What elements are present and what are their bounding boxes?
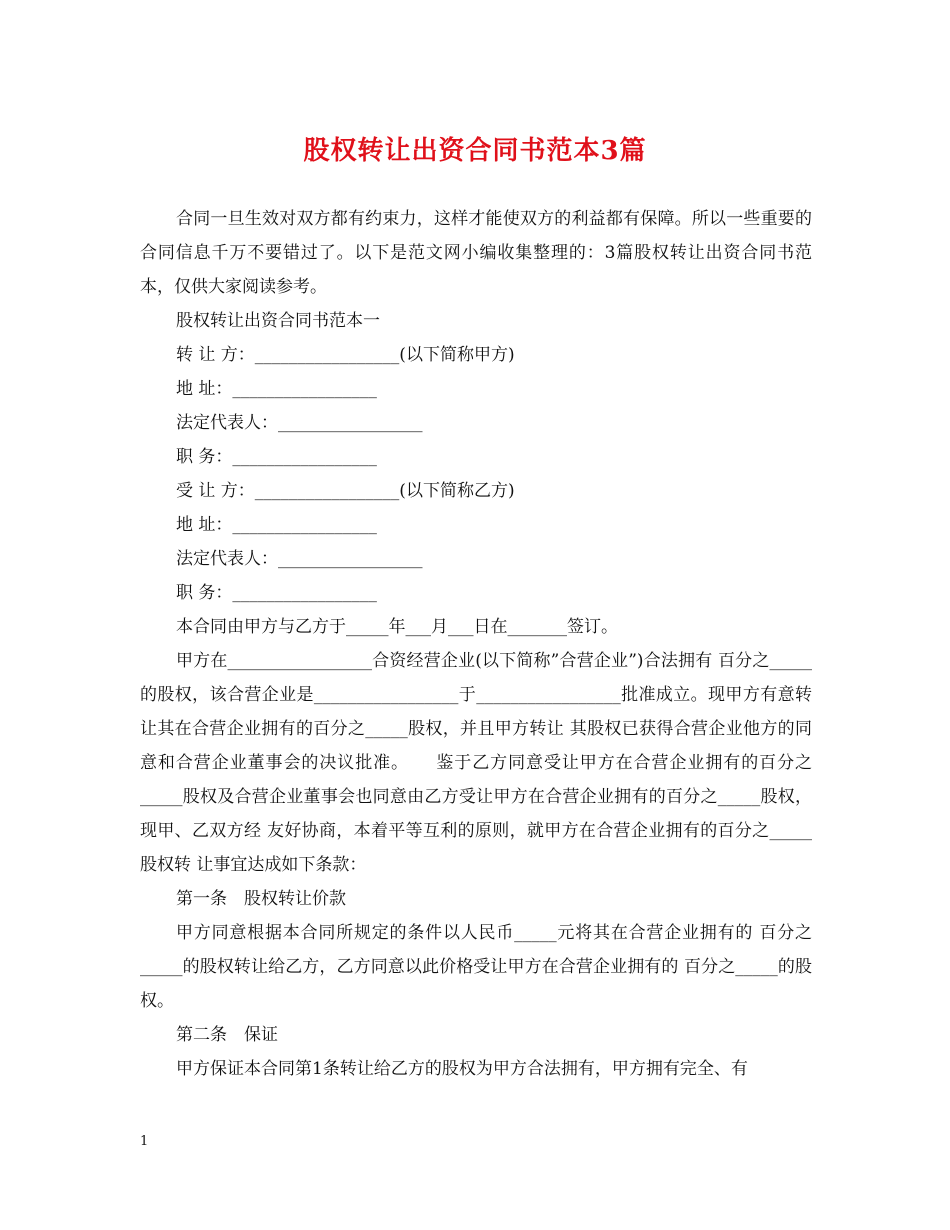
transferor-line: 转 让 方：_________________(以下简称甲方): [176, 345, 515, 365]
intro-paragraph: 合同一旦生效对双方都有约束力，这样才能使双方的利益都有保障。所以一些重要的合同信息千万不要错过了。以下是范文网小编收集整理的：3篇股权转让出资合同书范本，仅供大家阅读参考。: [140, 209, 812, 297]
recital-paragraph: 甲方在_________________合资经营企业(以下简称”合营企业”)合法拥有 百分之_____的股权，该合营企业是_________________于_________________批准成立。现甲方有意转让其在合营企业拥有的百分之_____股权，并且甲方转让 其股权已获得合营企业他方的同意和合营企业董事会的决议批准。 鉴于乙方同意受让甲方在合营企业拥有的百分之_____股权及合营企业董事会也同意由乙方受让甲方在合营企业拥有的百分之_____股权，现甲、乙双方经 友好协商，本着平等互利的原则，就甲方在合营企业拥有的百分之_____股权转 让事宜达成如下条款：: [140, 651, 812, 875]
transferee-address-line: 地 址：_________________: [176, 515, 377, 535]
signing-line: 本合同由甲方与乙方于_____年___月___日在_______签订。: [176, 617, 618, 637]
transferee-line: 受 让 方：_________________(以下简称乙方): [176, 481, 515, 501]
article-two-paragraph: 甲方保证本合同第1条转让给乙方的股权为甲方合法拥有，甲方拥有完全、有: [176, 1059, 748, 1079]
article-one-paragraph: 甲方同意根据本合同所规定的条件以人民币_____元将其在合营企业拥有的 百分之_____的股权转让给乙方，乙方同意以此价格受让甲方在合营企业拥有的 百分之_____的股权。: [140, 923, 812, 1011]
transferor-address-line: 地 址：_________________: [176, 379, 377, 399]
transferor-position-line: 职 务：_________________: [176, 447, 377, 467]
article-one-heading: 第一条 股权转让价款: [176, 889, 346, 909]
transferor-representative-line: 法定代表人：_________________: [176, 413, 423, 433]
document-body: [140, 202, 812, 1086]
page-number: 1: [140, 1134, 149, 1149]
document-title: 股权转让出资合同书范本3篇: [303, 136, 647, 166]
section-heading-template-one: 股权转让出资合同书范本一: [176, 311, 380, 331]
article-two-heading: 第二条 保证: [176, 1025, 278, 1045]
transferee-representative-line: 法定代表人：_________________: [176, 549, 423, 569]
transferee-position-line: 职 务：_________________: [176, 583, 377, 603]
